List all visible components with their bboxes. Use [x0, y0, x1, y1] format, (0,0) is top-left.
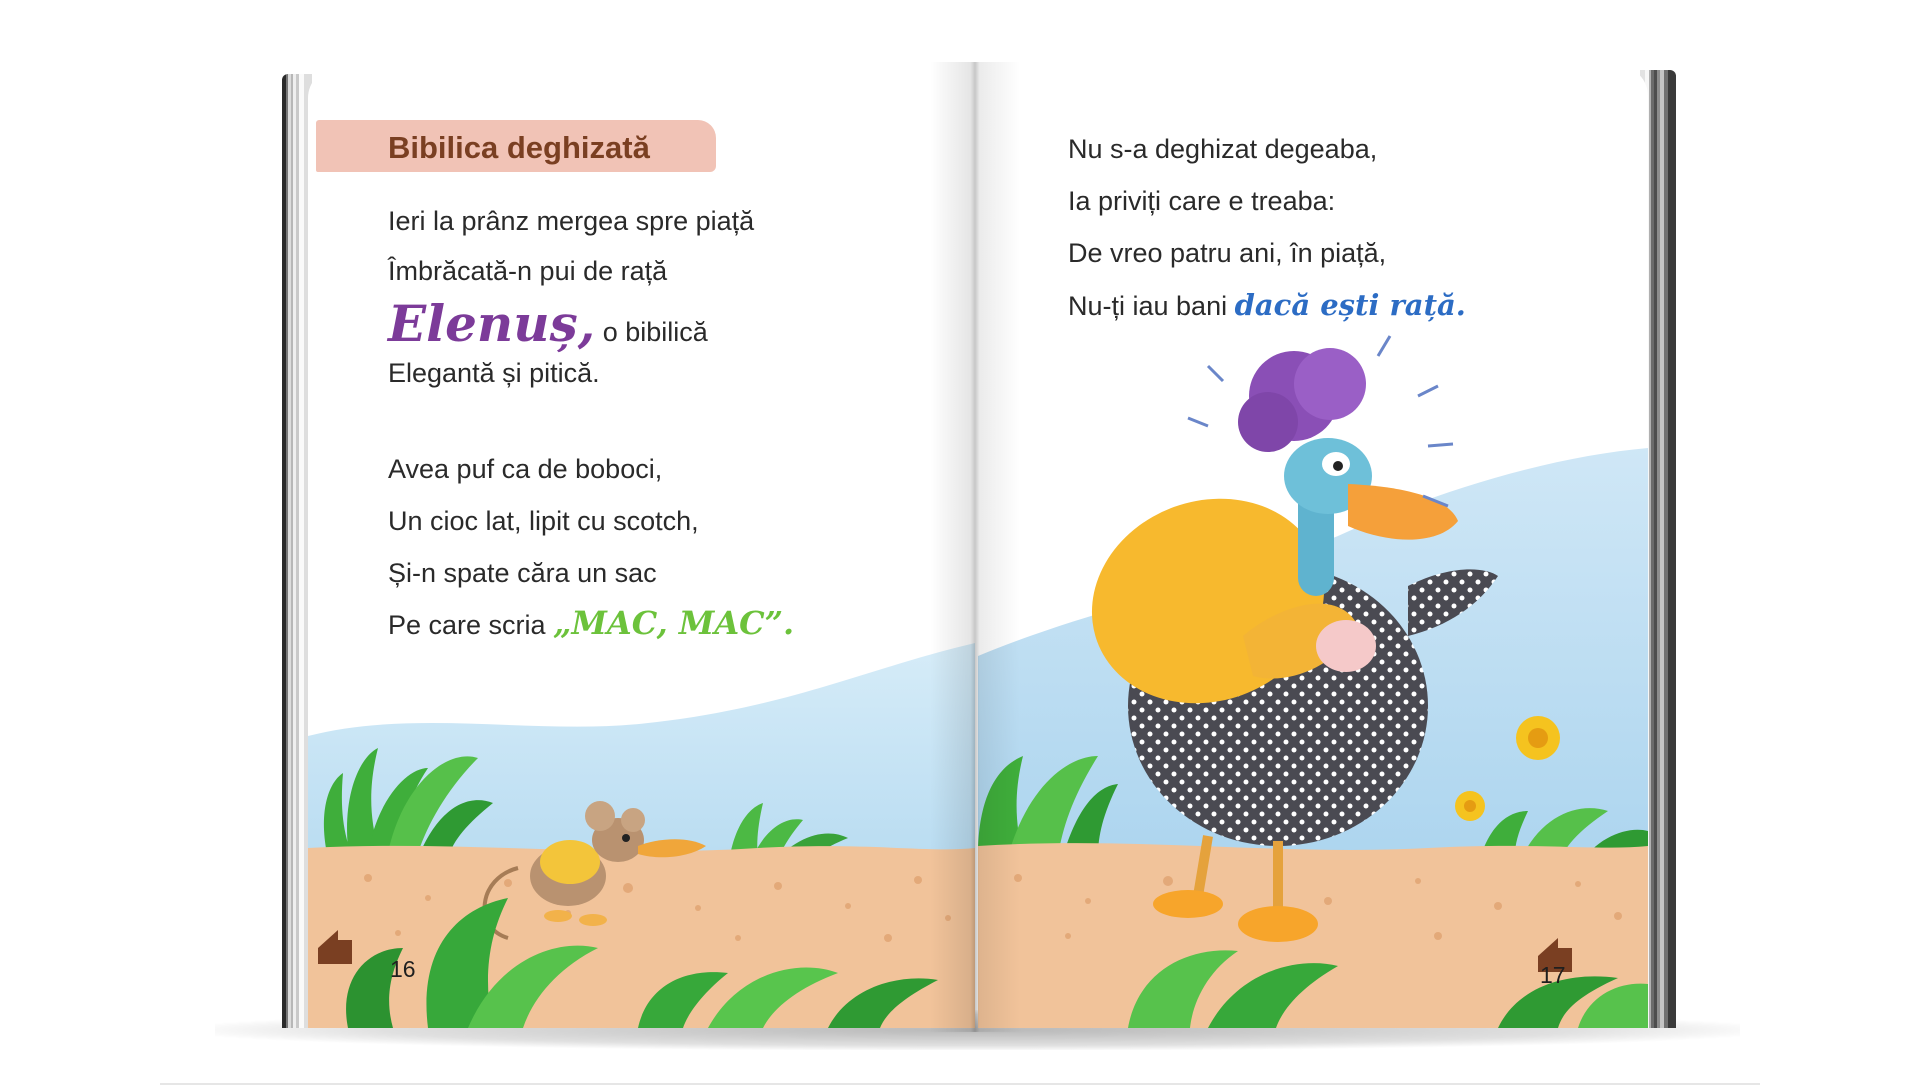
verse-line: De vreo patru ani, în piață, — [1068, 238, 1387, 268]
left-page — [308, 68, 975, 1028]
poem-title: Bibilica deghizată — [388, 130, 650, 165]
verse-line — [388, 294, 708, 353]
page-number: 17 — [1540, 962, 1566, 988]
verse-line: Și-n spate căra un sac — [388, 558, 657, 588]
verse-line: Ia priviți care e treaba: — [1068, 186, 1336, 216]
verse-line: Îmbrăcată-n pui de rață — [388, 256, 668, 286]
verse-line — [1068, 288, 1466, 322]
duck-text: dacă ești rață. — [1234, 288, 1466, 322]
verse-line: Ieri la prânz mergea spre piață — [388, 206, 755, 236]
verse-text: o bibilică — [602, 317, 708, 347]
verse-line: Un cioc lat, lipit cu scotch, — [388, 506, 699, 536]
page-number: 16 — [390, 956, 416, 982]
character-name: Elenuș, — [388, 294, 596, 353]
verse-line: Elegantă și pitică. — [388, 358, 600, 388]
verse-text: Nu-ți iau bani — [1068, 291, 1228, 321]
mac-mac-text: „MAC, MAC”. — [553, 604, 795, 642]
verse-line: Avea puf ca de boboci, — [388, 454, 663, 484]
right-page — [978, 66, 1648, 1028]
verse-text: Pe care scria — [388, 610, 546, 640]
verse-line — [388, 604, 794, 642]
verse-line: Nu s-a deghizat degeaba, — [1068, 134, 1378, 164]
